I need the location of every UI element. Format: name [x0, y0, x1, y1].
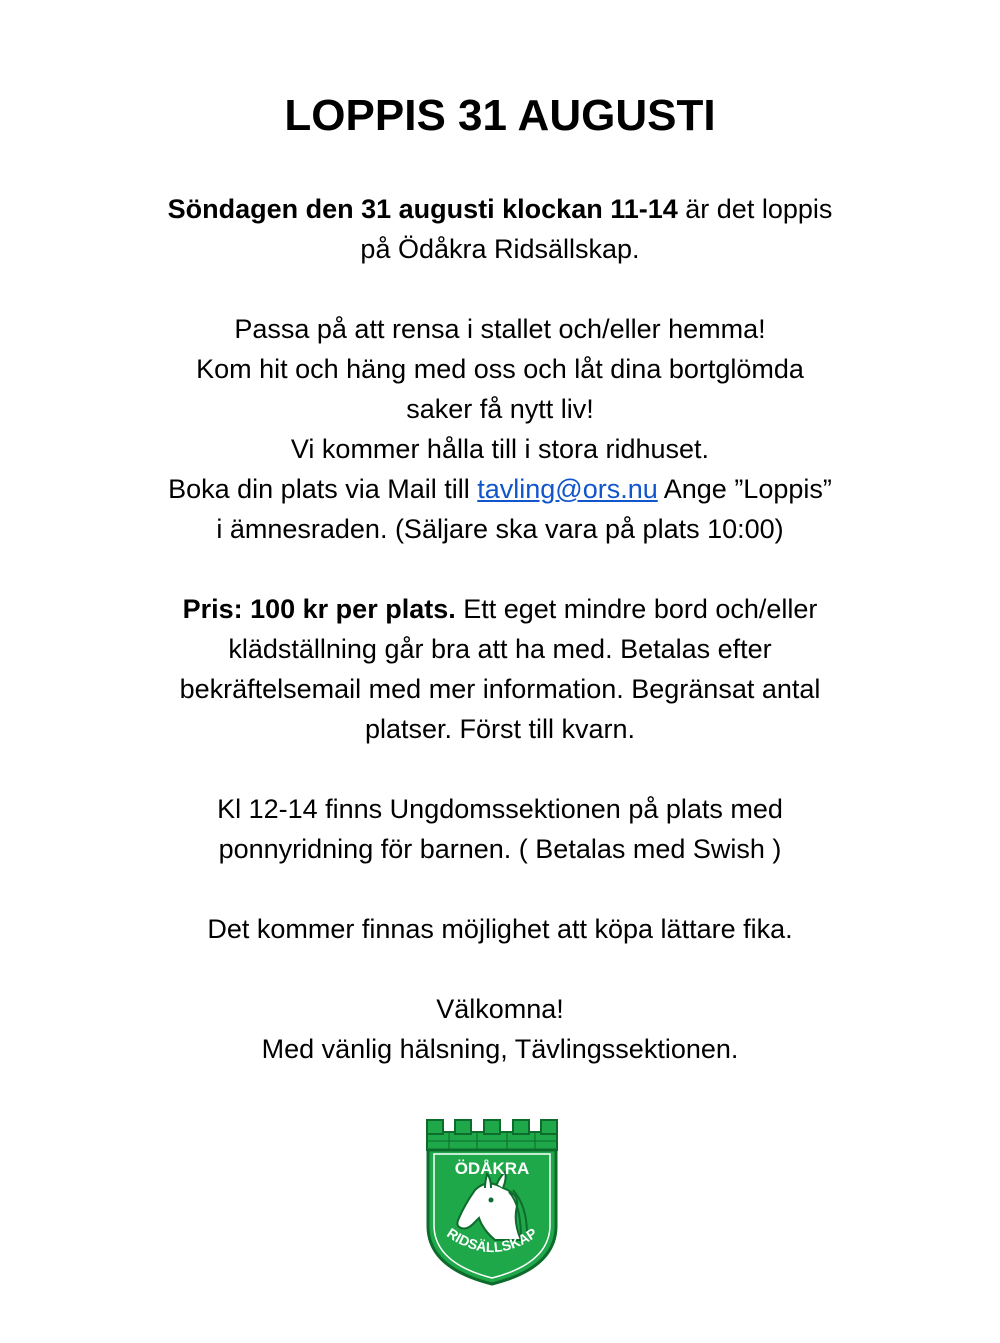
info-paragraph: [100, 309, 900, 549]
info-line-3: saker få nytt liv!: [406, 394, 594, 424]
fika-line: Det kommer finnas möjlighet att köpa lättare fika.: [207, 914, 793, 944]
pony-line-2: ponnyridning för barnen. ( Betalas med Swish ): [218, 834, 782, 864]
pony-paragraph: [100, 789, 900, 869]
price-paragraph: [100, 589, 900, 749]
intro-paragraph: [100, 189, 900, 269]
info-line-2: Kom hit och häng med oss och låt dina bortglömda: [196, 354, 804, 384]
intro-line-2: på Ödåkra Ridsällskap.: [360, 234, 640, 264]
logo-bottom-text: RIDSÄLLSKAP: [444, 1224, 540, 1256]
intro-rest: är det loppis: [677, 194, 833, 224]
info-line-1: Passa på att rensa i stallet och/eller hemma!: [234, 314, 766, 344]
price-line-1: [100, 589, 900, 629]
booking-subject-text: Ange ”Loppis”: [657, 474, 832, 504]
booking-text: Boka din plats via Mail till: [168, 474, 478, 504]
price-line-4: platser. Först till kvarn.: [364, 714, 636, 744]
email-link[interactable]: tavling@ors.nu: [477, 474, 658, 504]
logo-crown: [427, 1120, 557, 1150]
fika-paragraph: [100, 909, 900, 949]
price-rest: Ett eget mindre bord och/eller: [455, 594, 818, 624]
poster-body: [100, 189, 900, 1109]
intro-line-1: [100, 189, 900, 229]
closing-line-2: Med vänlig hälsning, Tävlingssektionen.: [261, 1034, 739, 1064]
info-line-4: Vi kommer hålla till i stora ridhuset.: [290, 434, 710, 464]
page-title: LOPPIS 31 AUGUSTI: [284, 91, 716, 140]
price-label: Pris: 100 kr per plats.: [182, 594, 456, 624]
info-line-5: [100, 469, 900, 509]
price-line-2: klädställning går bra att ha med. Betalas efter: [228, 634, 772, 664]
info-line-6: i ämnesraden. (Säljare ska vara på plats 10:00): [216, 514, 784, 544]
closing-paragraph: [100, 989, 900, 1069]
logo-top-text: ÖDÅKRA: [454, 1159, 530, 1178]
closing-line-1: Välkomna!: [436, 994, 564, 1024]
intro-date-time: Söndagen den 31 augusti klockan 11-14: [167, 194, 678, 224]
club-logo: [425, 1118, 559, 1286]
pony-line-1: Kl 12-14 finns Ungdomssektionen på plats med: [217, 794, 783, 824]
price-line-3: bekräftelsemail med mer information. Begränsat antal: [179, 674, 821, 704]
